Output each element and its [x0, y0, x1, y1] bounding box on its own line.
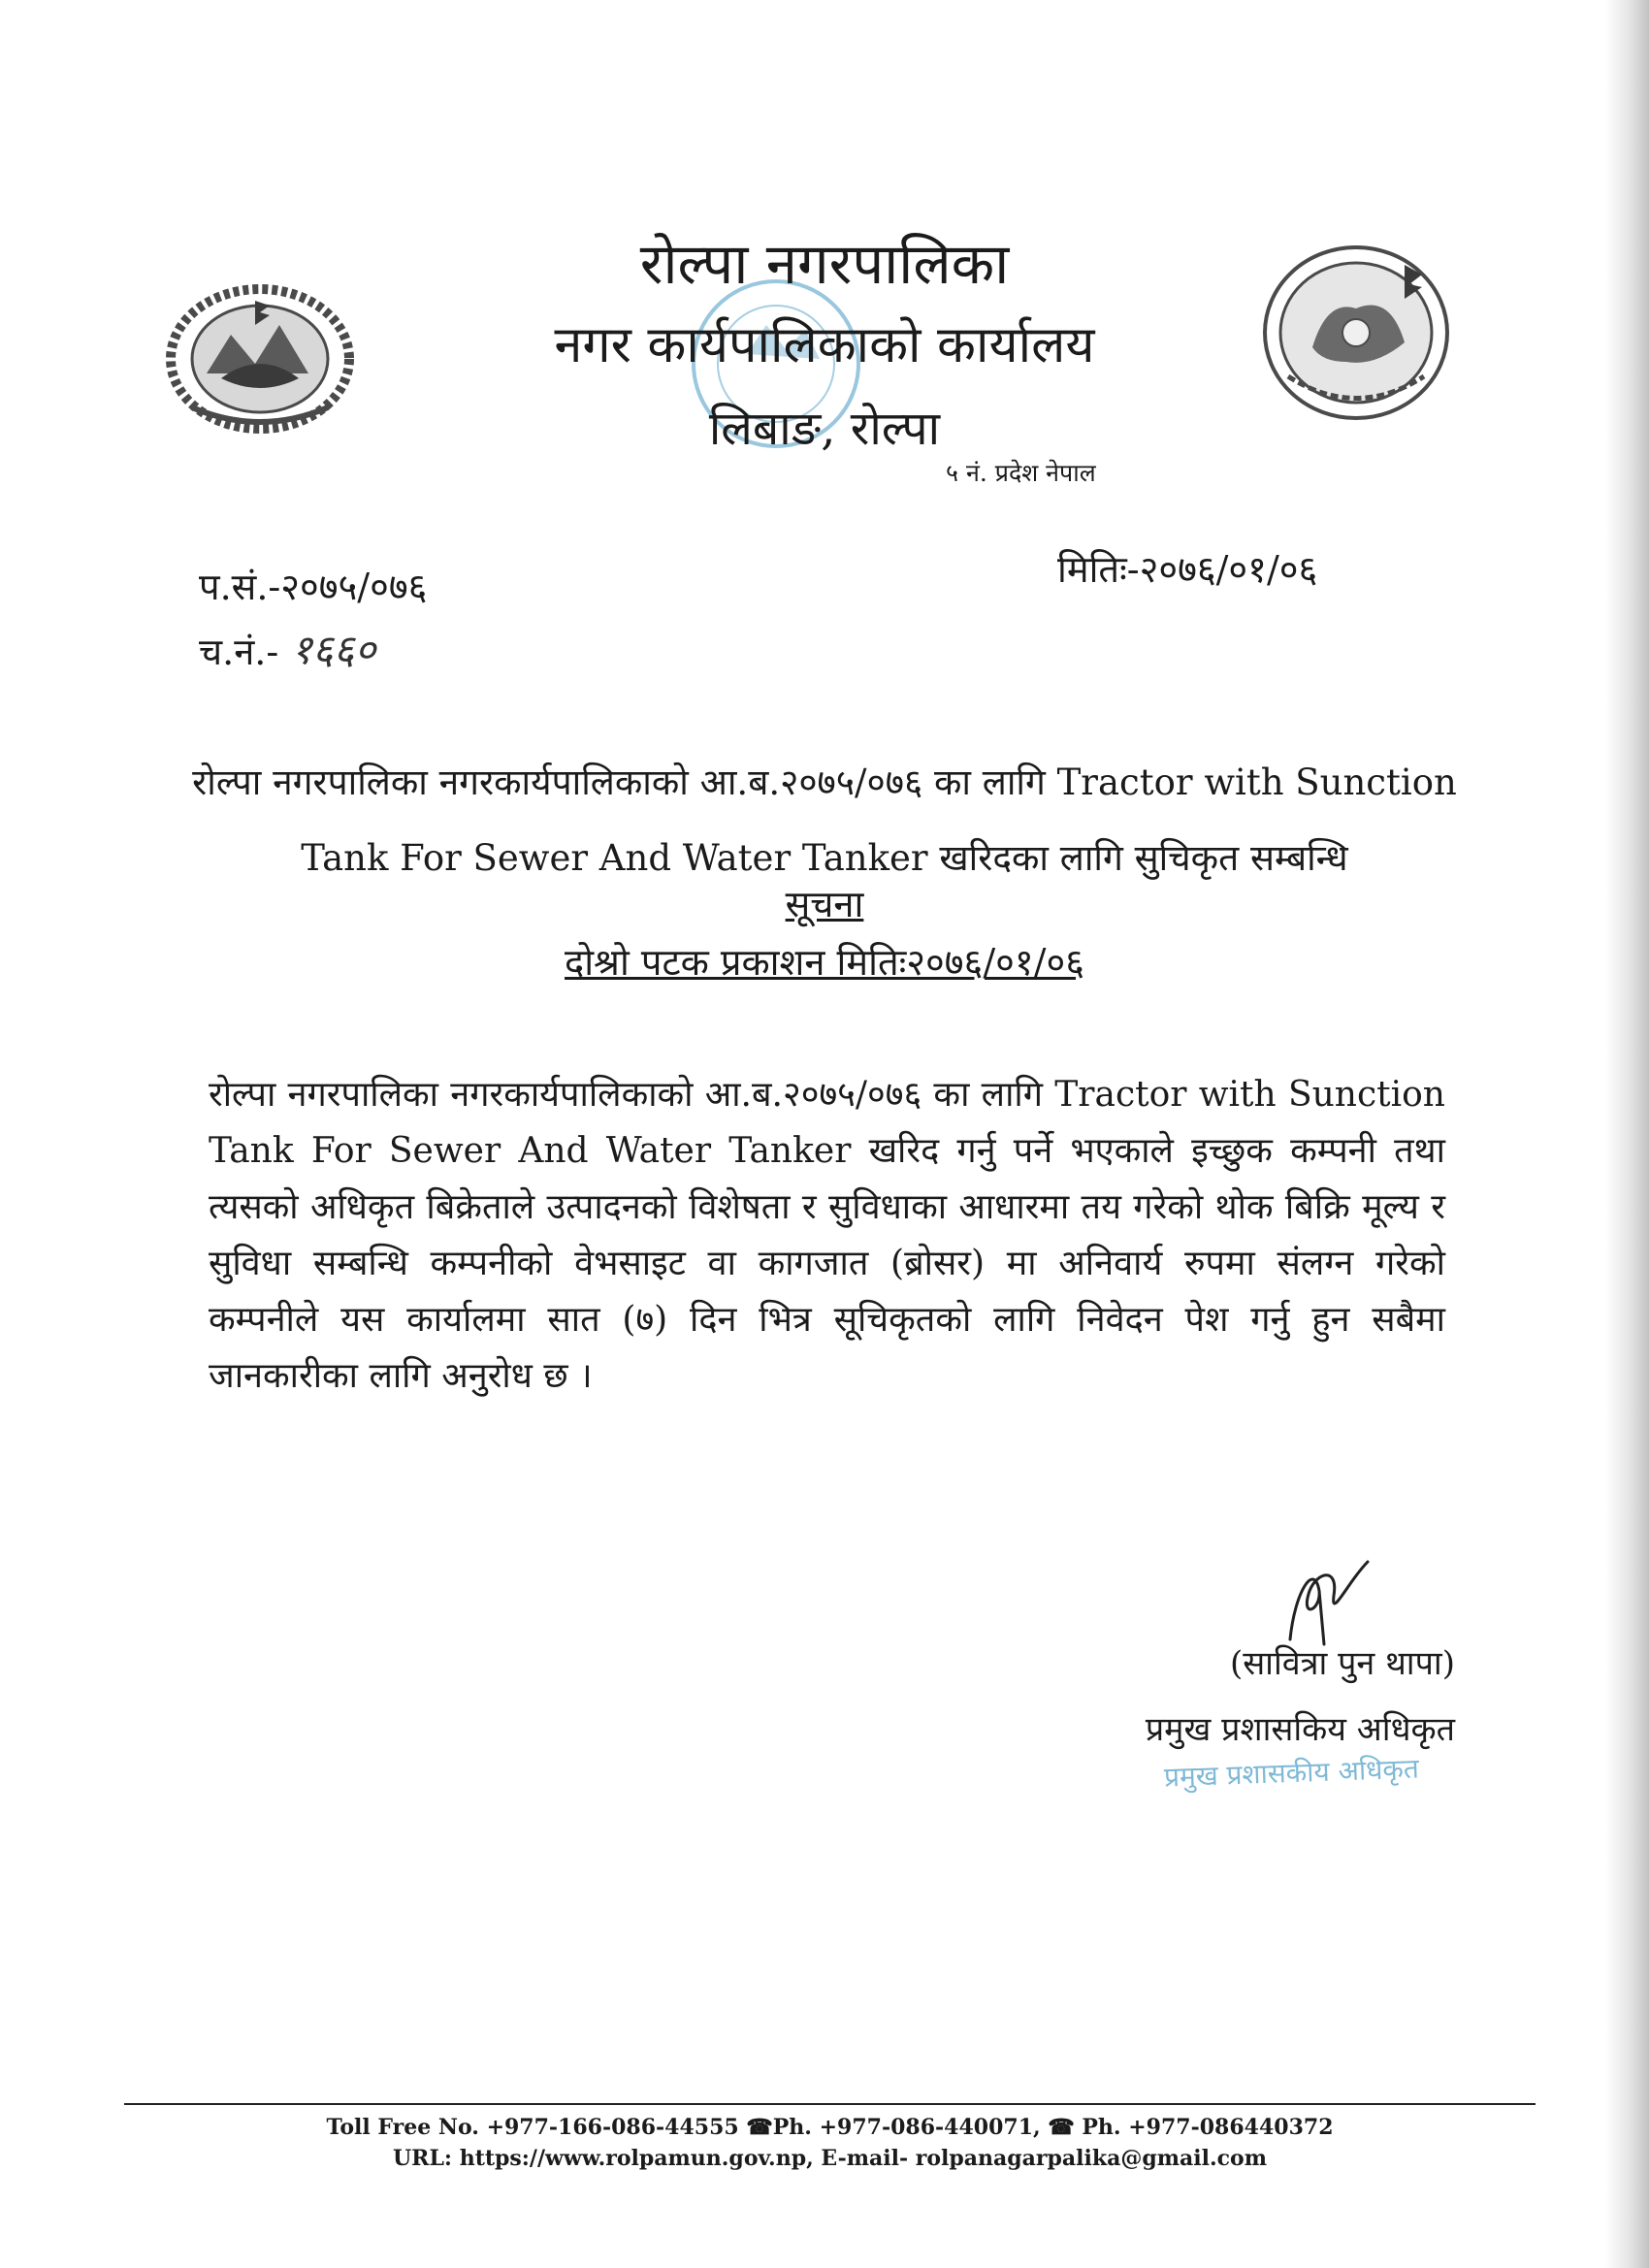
office-name: नगर कार्यपालिकाको कार्यालय [554, 316, 1095, 374]
signatory-title: प्रमुख प्रशासकिय अधिकृत [1145, 1710, 1455, 1749]
reference-number: प.सं.-२०७५/०७६ [199, 566, 428, 608]
province-emblem-icon [1259, 241, 1453, 425]
municipality-name: रोल्पा नगरपालिका [639, 231, 1010, 297]
signatory-name: (सावित्रा पुन थापा) [1229, 1644, 1455, 1683]
letter-date: मितिः-२०७६/०१/०६ [1057, 548, 1318, 591]
scan-edge-shadow [1605, 0, 1649, 2268]
footer-divider [124, 2103, 1536, 2105]
province-label: ५ नं. प्रदेश नेपाल [946, 459, 1096, 487]
footer-url-email: URL: https://www.rolpamun.gov.np, E-mail- rolpanagarpalika@gmail.com [392, 2146, 1267, 2171]
notice-body: रोल्पा नगरपालिका नगरकार्यपालिकाको आ.ब.२०७५/०७६ का लागि Tractor with Sunction Tank For Sewer And Water Tanker खरिद गर्नु पर्ने भएकाले इच्छुक कम्पनी तथा त्यसको अधिकृत बिक्रेताले उत्पादनको विशेषता र सुविधाका आधारमा तय गरेको थोक बिक्रि मूल्य र सुविधा सम्बन्धि कम्पनीको वेभसाइट वा कागजात (ब्रोसर) मा अनिवार्य रुपमा संलग्न गरेको कम्पनीले यस कार्यालमा सात (७) दिन भित्र सूचिकृतको लागि निवेदन पेश गर्नु हुन सबैमा जानकारीका लागि अनुरोध छ । [209, 1075, 1445, 1396]
office-location: लिबाङ, रोल्पा [708, 402, 941, 456]
notice-title: सूचना [785, 883, 864, 925]
dispatch-number-handwritten: १६६० [291, 626, 376, 673]
notice-subject: रोल्पा नगरपालिका नगरकार्यपालिकाको आ.ब.२०७५/०७६ का लागि Tractor with Sunction Tank For Sewer And Water Tanker खरिदका लागि सुचिकृत सम्बन्धि [192, 761, 1457, 879]
footer-contact-phones: Toll Free No. +977-166-086-44555 ☎Ph. +977-086-440071, ☎ Ph. +977-086440372 [326, 2115, 1334, 2140]
nepal-emblem-icon [163, 281, 357, 437]
dispatch-number-label: च.नं.- [199, 631, 279, 673]
designation-stamp: प्रमुख प्रशासकीय अधिकृत [1163, 1752, 1420, 1794]
second-publication-date: दोश्रो पटक प्रकाशन मितिः२०७६/०१/०६ [565, 941, 1084, 984]
